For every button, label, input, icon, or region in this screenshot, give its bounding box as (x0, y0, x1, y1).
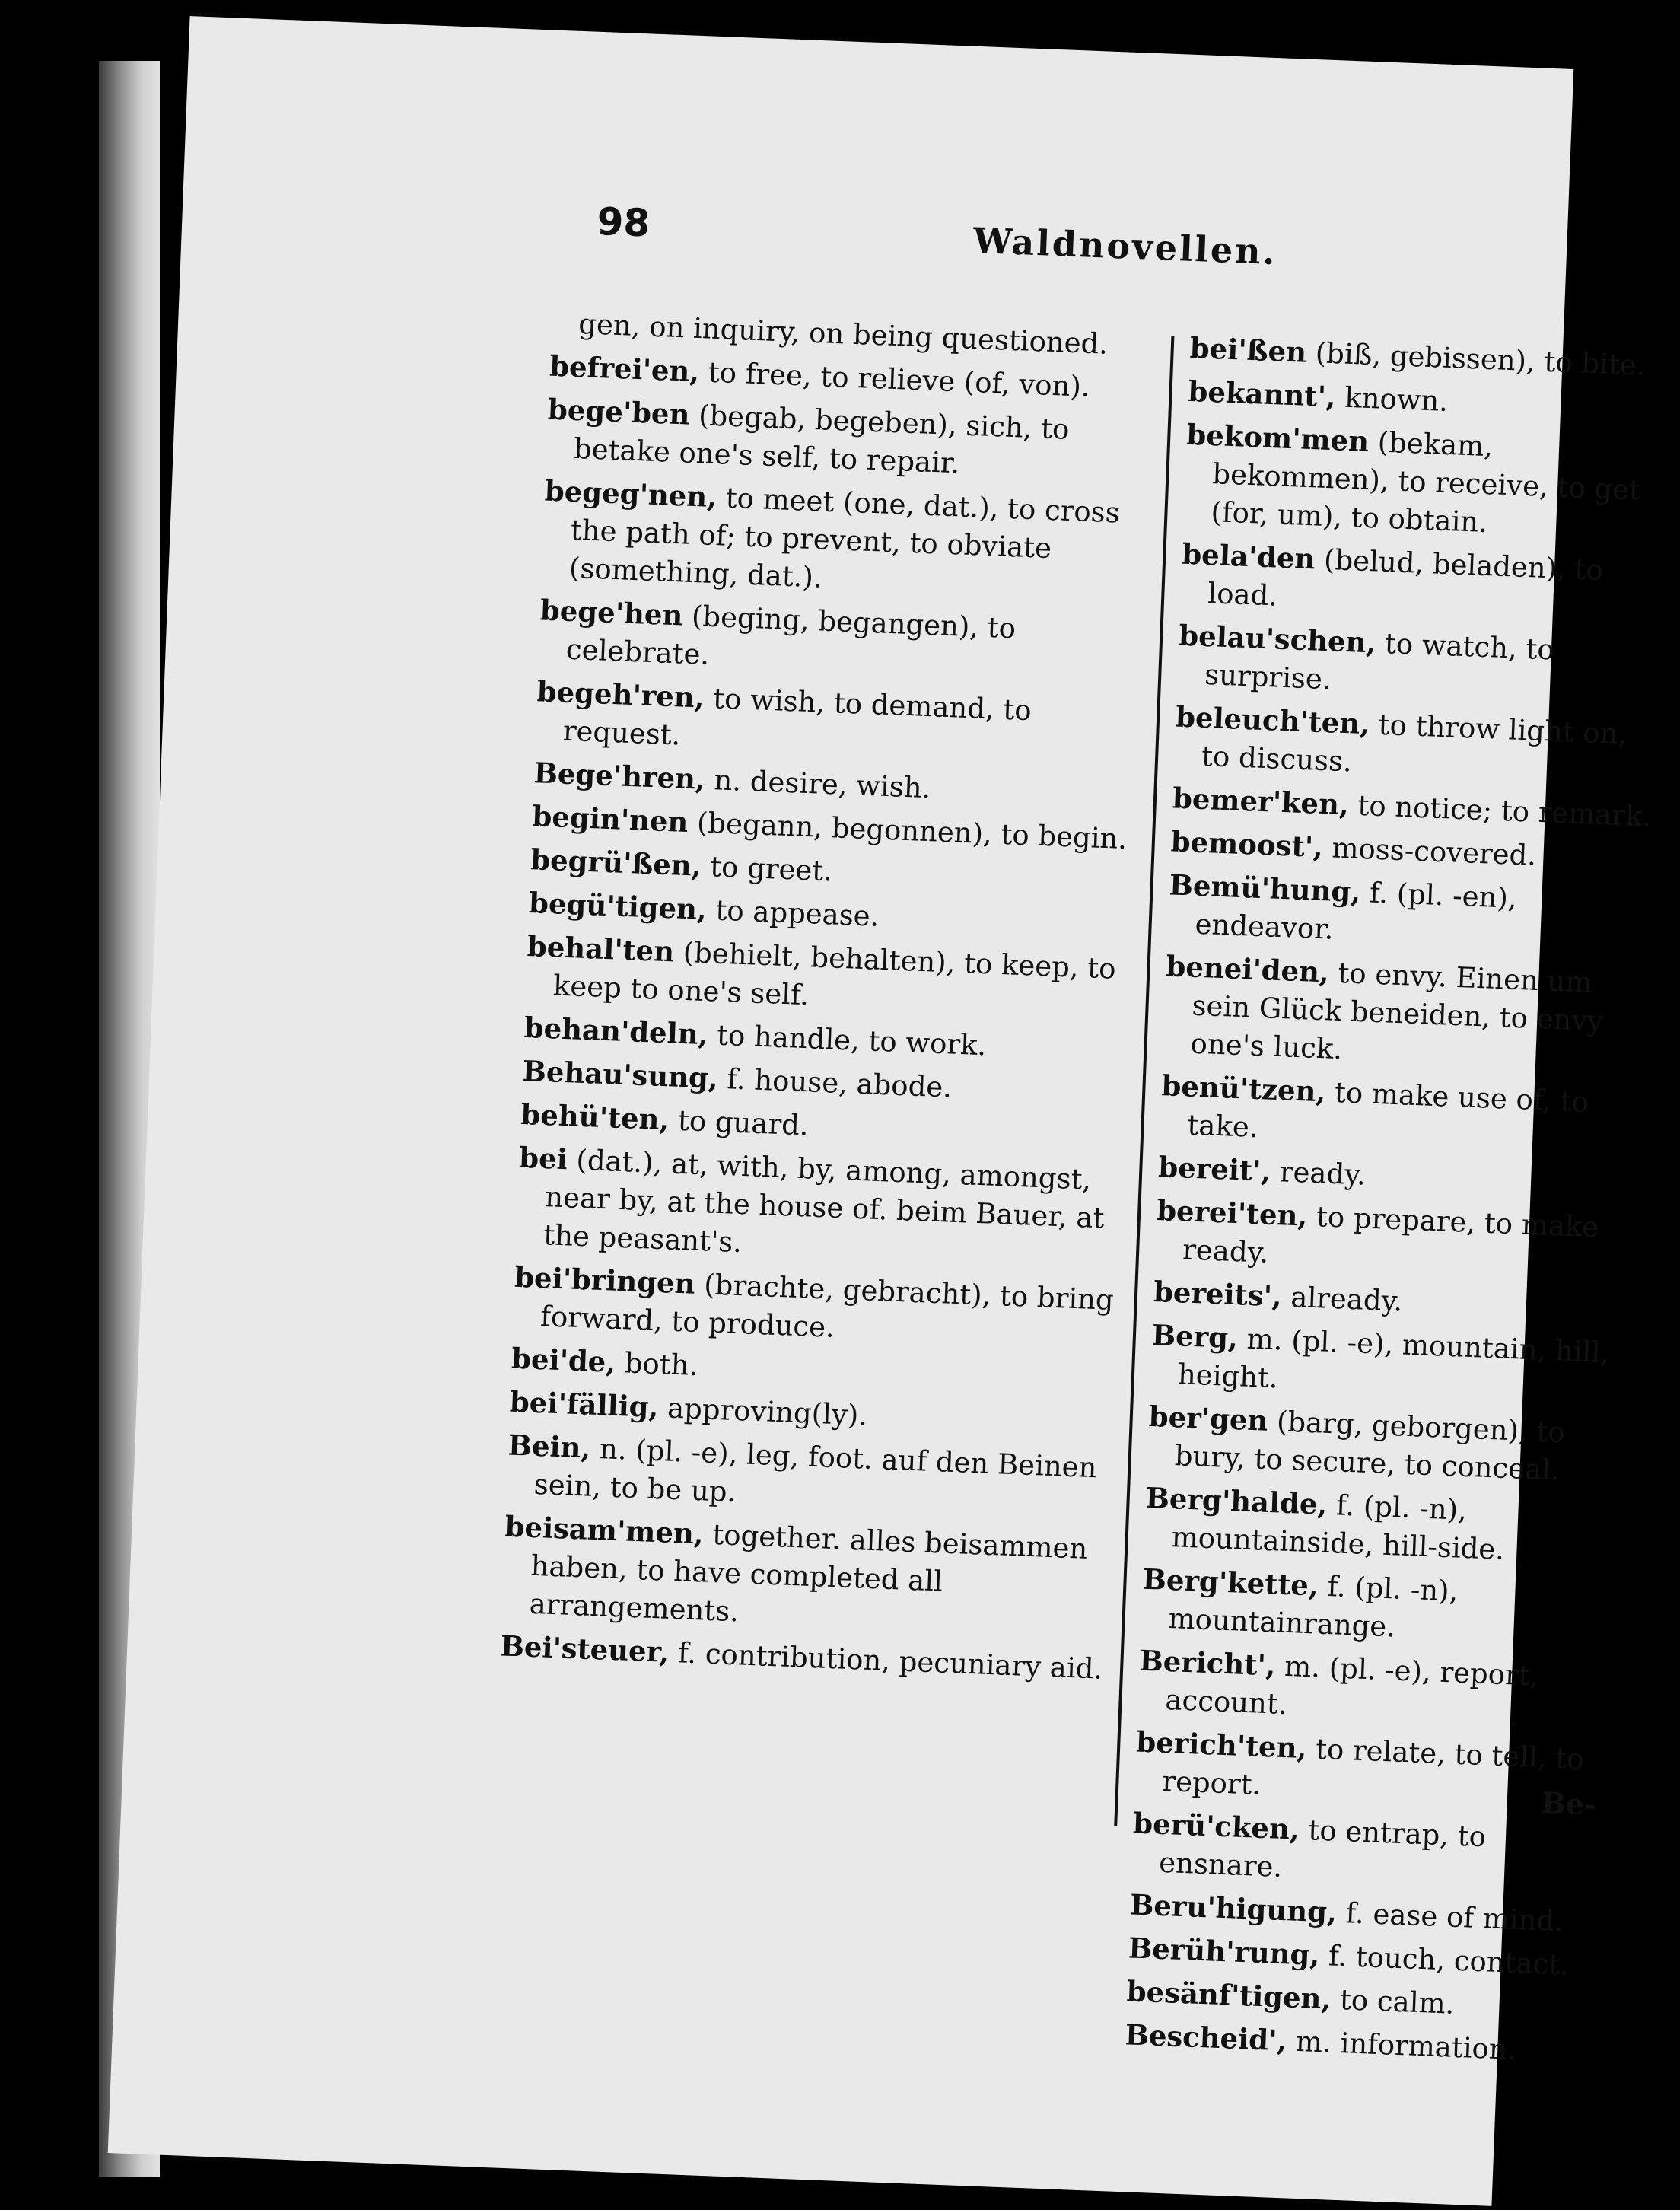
dictionary-entry (1183, 416, 1666, 549)
entry-headword: begü'tigen, (528, 886, 708, 927)
dictionary-entry (1138, 1642, 1619, 1737)
entry-definition: to free, to relieve (of, von). (708, 355, 1091, 403)
book-page (108, 16, 1653, 2206)
entry-headword: bereits', (1153, 1274, 1283, 1314)
entry-definition: to handle, to work. (716, 1018, 988, 1062)
entry-definition: both. (624, 1346, 699, 1383)
entry-definition: already. (1290, 1280, 1404, 1318)
entry-headword: benei'den, (1165, 949, 1330, 989)
entry-definition: to watch, to surprise. (1204, 627, 1555, 696)
entry-definition: m. (pl. -e), mountain, hill, height. (1177, 1322, 1610, 1395)
entry-headword: bege'hen (539, 593, 684, 632)
entry-headword: Bericht', (1138, 1643, 1277, 1683)
entry-headword: Bein, (507, 1428, 592, 1465)
entry-headword: Beru'higung, (1129, 1887, 1338, 1929)
entry-definition: (begab, begeben), sich, to betake one's self, to repair. (573, 399, 1071, 480)
entry-headword: bekannt', (1187, 374, 1337, 414)
entry-definition: to relate, to tell, to report. (1161, 1732, 1585, 1801)
entry-headword: bei'de, (511, 1341, 617, 1379)
dictionary-entry (1154, 1191, 1636, 1286)
entry-headword: Berüh'rung, (1128, 1931, 1321, 1972)
entry-definition: (brachte, gebracht), to bring forward, to produce. (539, 1268, 1115, 1344)
entry-headword: bei'bringen (514, 1259, 696, 1301)
dictionary-entry (1176, 616, 1658, 712)
dictionary-entry (516, 1138, 1128, 1277)
entry-headword: besänf'tigen, (1126, 1974, 1332, 2016)
entry-headword: bei (518, 1140, 568, 1177)
entry-definition: approving(ly). (667, 1391, 868, 1432)
entry-definition: to make use of, to take. (1186, 1075, 1589, 1145)
dictionary-entry (1141, 1560, 1622, 1655)
entry-definition: f. contribution, pecuniary aid. (677, 1636, 1104, 1686)
entry-definition: known. (1344, 381, 1449, 418)
entry-definition: to wish, to demand, to request. (562, 682, 1032, 752)
dictionary-entry (1163, 947, 1646, 1080)
entry-definition: (begann, begonnen), to begin. (696, 806, 1128, 856)
entry-headword: begrü'ßen, (530, 842, 702, 883)
entry-definition: n. desire, wish. (713, 763, 932, 805)
entry-headword: befrei'en, (549, 349, 701, 389)
entry-definition: f. (pl. -n), mountainside, hill-side. (1171, 1489, 1505, 1566)
dictionary-entry (1167, 865, 1649, 960)
dictionary-entry (1150, 1316, 1631, 1411)
entry-headword: Berg'kette, (1141, 1562, 1319, 1603)
entry-headword: beleuch'ten, (1175, 699, 1370, 741)
entry-headword: beisam'men, (504, 1509, 705, 1551)
entry-definition: to prepare, to make ready. (1182, 1200, 1600, 1269)
entry-definition: ready. (1279, 1155, 1367, 1192)
entry-headword: behan'deln, (523, 1010, 709, 1052)
entry-definition: (behielt, behalten), to keep, to keep to one's self. (552, 935, 1117, 1012)
entry-definition: moss-covered. (1331, 831, 1537, 872)
entry-headword: Bege'hren, (533, 756, 706, 796)
entry-headword: behal'ten (527, 929, 675, 969)
entry-headword: belau'schen, (1178, 618, 1377, 660)
entry-definition: f. (pl. -n), mountainrange. (1167, 1570, 1459, 1644)
entry-headword: bela'den (1181, 537, 1316, 576)
entry-definition: gen, on inquiry, on being questioned. (578, 307, 1109, 361)
entry-headword: begeh'ren, (536, 674, 705, 715)
entry-headword: bei'fällig, (509, 1384, 660, 1425)
running-head: Waldnovellen. (972, 219, 1278, 273)
dictionary-entry (1180, 535, 1662, 630)
entry-headword: berü'cken, (1132, 1806, 1300, 1846)
entry-definition: f. (pl. -en), endeavor. (1194, 876, 1518, 946)
dictionary-entry (1144, 1479, 1625, 1574)
entry-headword: bekom'men (1185, 417, 1370, 458)
entry-definition: (biß, gebissen), to bite. (1315, 336, 1647, 382)
entry-headword: begeg'nen, (544, 473, 718, 514)
entry-headword: Bescheid', (1124, 2017, 1288, 2058)
entry-definition: together. alles beisammen haben, to have completed all arrangements. (529, 1517, 1089, 1629)
entry-definition: to meet (one, dat.), to cross the path of; to prevent, to obviate (something, dat.). (568, 481, 1121, 594)
entry-headword: bemoost', (1170, 824, 1324, 865)
entry-headword: Berg, (1151, 1317, 1239, 1355)
entry-definition: to notice; to remark. (1357, 788, 1653, 833)
entry-headword: Behau'sung, (521, 1053, 719, 1095)
entry-headword: begin'nen (531, 799, 689, 839)
entry-definition: (dat.), at, with, by, among, amongst, near by, at the house of. beim Bauer, at the peasant's. (542, 1143, 1106, 1259)
entry-definition: (beging, begangen), to celebrate. (565, 600, 1017, 671)
entry-definition: to envy. Einen um sein Glück beneiden, to envy one's luck. (1189, 956, 1605, 1066)
dictionary-entry (541, 471, 1153, 610)
entry-headword: bege'ben (547, 392, 691, 431)
entry-headword: bereit', (1157, 1150, 1272, 1188)
dictionary-entry (1173, 698, 1655, 793)
entry-headword: Bei'steuer, (499, 1629, 670, 1669)
entry-definition: f. touch, contact. (1328, 1939, 1570, 1982)
entry-definition: to throw light on, to discuss. (1201, 708, 1628, 779)
entry-definition: m. information. (1295, 2024, 1517, 2066)
entry-headword: Berg'halde, (1144, 1480, 1328, 1521)
entry-headword: Bemü'hung, (1168, 868, 1362, 909)
entry-headword: benü'tzen, (1160, 1068, 1327, 1109)
entry-definition: (bekam, bekommen), to receive, to get (for, um), to obtain. (1210, 425, 1641, 540)
entry-definition: to guard. (677, 1103, 810, 1142)
entry-headword: berich'ten, (1135, 1724, 1308, 1766)
entry-headword: berei'ten, (1156, 1193, 1309, 1233)
catchword: Be- (1540, 1785, 1597, 1822)
entry-definition: m. (pl. -e), report, account. (1164, 1649, 1540, 1721)
dictionary-entry (1147, 1397, 1628, 1492)
entry-definition: f. ease of mind. (1344, 1896, 1564, 1938)
entry-definition: to entrap, to ensnare. (1158, 1814, 1487, 1884)
entry-headword: behü'ten, (520, 1097, 670, 1137)
page-number: 98 (596, 199, 651, 246)
entry-definition: (barg, geborgen), to bury, to secure, to conceal. (1174, 1405, 1566, 1487)
entry-headword: ber'gen (1148, 1399, 1269, 1438)
entry-definition: (belud, beladen), to load. (1207, 543, 1604, 613)
entry-definition: to calm. (1339, 1983, 1456, 2021)
entry-headword: bemer'ken, (1172, 781, 1350, 822)
entry-headword: bei'ßen (1189, 330, 1307, 369)
entry-definition: f. house, abode. (726, 1062, 953, 1104)
entry-definition: to appease. (714, 893, 880, 933)
dictionary-entry (501, 1507, 1114, 1645)
entry-definition: n. (pl. -e), leg, foot. auf den Beinen sein, to be up. (533, 1432, 1098, 1509)
dictionary-entry (1160, 1066, 1641, 1161)
entry-definition: to greet. (709, 850, 833, 888)
left-column (499, 304, 1160, 1693)
